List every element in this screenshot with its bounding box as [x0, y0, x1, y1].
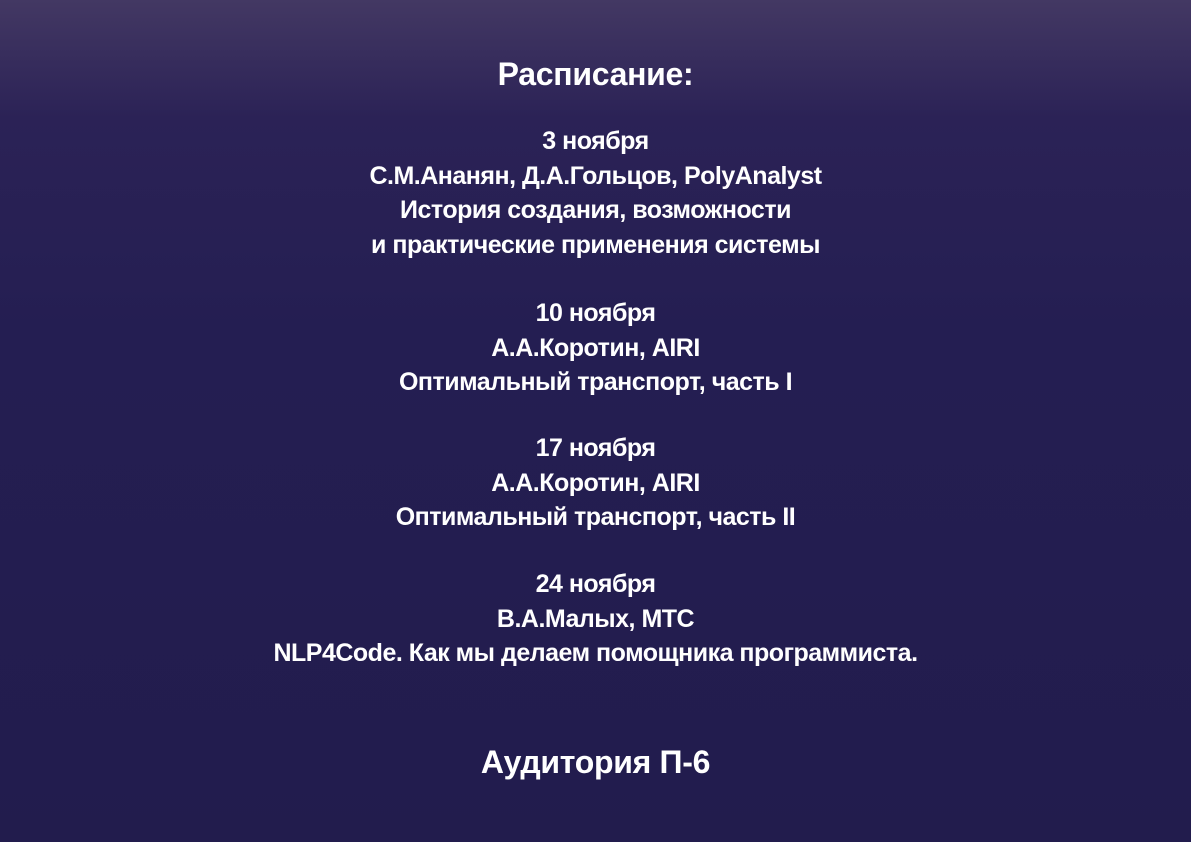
entry-topic: История создания, возможности	[400, 196, 791, 224]
schedule-entry-nov-10	[0, 296, 1191, 400]
schedule-entry-nov-17	[0, 431, 1191, 535]
entry-topic: NLP4Code. Как мы делаем помощника программиста.	[273, 639, 918, 667]
entry-topic: Оптимальный транспорт, часть I	[398, 368, 793, 396]
entry-topic: Оптимальный транспорт, часть II	[395, 503, 796, 531]
entry-topic-continued: и практические применения системы	[371, 230, 820, 259]
schedule-entry-nov-3	[0, 124, 1191, 262]
entry-date: 3 ноября	[542, 127, 649, 155]
entry-speaker: А.А.Коротин, AIRI	[491, 468, 700, 497]
entry-date: 10 ноября	[535, 299, 656, 327]
entry-date: 24 ноября	[535, 570, 656, 598]
entry-speaker: А.А.Коротин, AIRI	[491, 333, 700, 362]
entry-date: 17 ноября	[535, 434, 656, 462]
schedule-title: Расписание:	[497, 56, 694, 92]
schedule-entry-nov-24	[0, 567, 1191, 671]
entry-speaker: В.А.Малых, МТС	[496, 604, 695, 633]
entry-speaker: С.М.Ананян, Д.А.Гольцов, PolyAnalyst	[369, 161, 822, 190]
room-label: Аудитория П-6	[480, 744, 711, 780]
